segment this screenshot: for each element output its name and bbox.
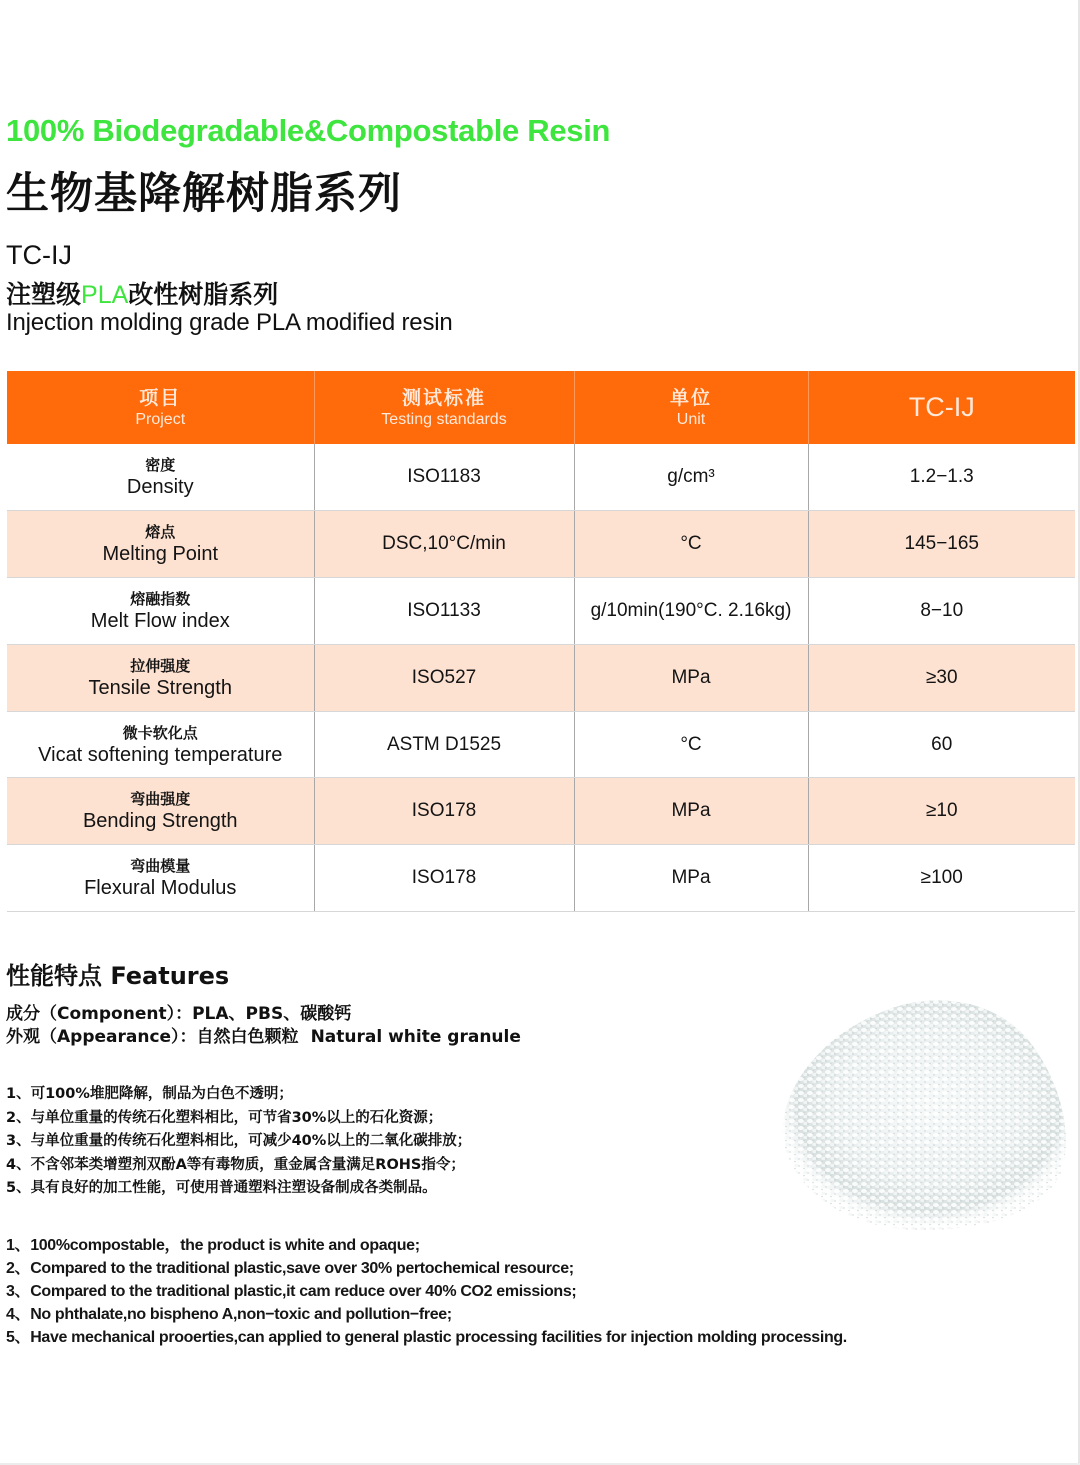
resin-granules-image: [762, 985, 1077, 1235]
table-header-row: [7, 371, 1075, 444]
headline-chinese: 生物基降解树脂系列: [6, 169, 402, 219]
list-item: 1、可100%堆肥降解，制品为白色不透明；: [6, 1086, 293, 1102]
table-row: [7, 644, 1075, 711]
property-cn: 弯曲强度: [130, 790, 191, 809]
property-en: Tensile Strength: [88, 676, 232, 699]
series-cn-prefix: 注塑级: [6, 280, 82, 309]
property-en: Vicat softening temperature: [38, 743, 283, 766]
property-cn: 弯曲模量: [130, 857, 191, 876]
cell-unit: °C: [574, 711, 808, 778]
property-en: Melt Flow index: [90, 609, 230, 632]
column-header-unit: [574, 371, 808, 444]
property-cn: 拉伸强度: [130, 656, 191, 675]
cell-value: ≥10: [808, 778, 1075, 845]
list-item: 5、具有良好的加工性能，可使用普通塑料注塑设备制成各类制品。: [6, 1180, 437, 1196]
property-cn: 微卡软化点: [122, 723, 198, 742]
cell-unit: MPa: [574, 778, 808, 845]
table-row: [7, 845, 1075, 912]
cell-unit: MPa: [574, 644, 808, 711]
column-header-model-label: TC-IJ: [908, 392, 975, 422]
cell-value: 8−10: [808, 578, 1075, 645]
table-row: [7, 444, 1075, 511]
property-en: Bending Strength: [82, 810, 238, 833]
cell-property: [7, 578, 314, 645]
table-row: [7, 578, 1075, 645]
property-cn: 熔点: [145, 523, 176, 542]
column-header-en: Unit: [676, 410, 706, 428]
cell-value: ≥30: [808, 644, 1075, 711]
features-list-chinese: [6, 1083, 471, 1201]
column-header-en: Testing standards: [381, 410, 507, 428]
series-title-chinese: [6, 275, 278, 311]
column-header-project: [7, 371, 314, 444]
table-row: [7, 778, 1075, 845]
cell-standard: ISO1183: [314, 444, 574, 511]
cell-standard: ISO178: [314, 845, 574, 912]
column-header-model: [808, 371, 1075, 444]
series-title-english: Injection molding grade PLA modified resin: [6, 309, 453, 336]
features-heading: 性能特点 Features: [6, 962, 230, 990]
cell-unit: g/cm³: [574, 444, 808, 511]
cell-property: [7, 711, 314, 778]
appearance-line: [6, 1022, 521, 1047]
list-item: 1、100%compostable，the product is white and opaque;: [6, 1237, 420, 1254]
property-en: Flexural Modulus: [84, 877, 237, 900]
cell-property: [7, 845, 314, 912]
cell-property: [7, 644, 314, 711]
property-cn: 熔融指数: [130, 589, 191, 608]
list-item: 4、不含邻苯类增塑剂双酚A等有毒物质，重金属含量满足ROHS指令；: [6, 1156, 465, 1173]
property-en: Melting Point: [102, 543, 219, 566]
list-item: 2、Compared to the traditional plastic,save over 30% pertochemical resource;: [6, 1260, 574, 1277]
table-row: [7, 511, 1075, 578]
cell-value: 145−165: [808, 511, 1075, 578]
property-en: Density: [126, 476, 194, 499]
table-row: [7, 711, 1075, 778]
headline-english: 100% Biodegradable&Compostable Resin: [6, 113, 611, 148]
cell-standard: DSC,10°C/min: [314, 511, 574, 578]
appearance-en: Natural white granule: [310, 1027, 521, 1047]
cell-standard: ISO178: [314, 778, 574, 845]
list-item: 5、Have mechanical prooerties,can applied to general plastic processing facilities for injection molding processing.: [6, 1329, 847, 1346]
cell-property: [7, 778, 314, 845]
cell-property: [7, 511, 314, 578]
column-header-cn: 测试标准: [401, 386, 486, 409]
features-list-english: [6, 1234, 847, 1349]
cell-unit: MPa: [574, 845, 808, 912]
cell-standard: ISO527: [314, 644, 574, 711]
column-header-standards: [314, 371, 574, 444]
property-cn: 密度: [145, 456, 176, 475]
cell-value: 60: [808, 711, 1075, 778]
series-cn-highlight: PLA: [81, 281, 129, 309]
list-item: 4、No phthalate,no bispheno A,non−toxic and pollution−free;: [6, 1306, 452, 1323]
appearance-cn: 外观（Appearance）：自然白色颗粒: [6, 1027, 299, 1047]
list-item: 3、与单位重量的传统石化塑料相比，可减少40%以上的二氧化碳排放；: [6, 1133, 472, 1149]
column-header-cn: 项目: [139, 386, 182, 409]
model-code: TC-IJ: [6, 240, 72, 270]
column-header-cn: 单位: [669, 386, 712, 409]
cell-value: ≥100: [808, 845, 1075, 912]
list-item: 2、与单位重量的传统石化塑料相比，可节省30%以上的石化资源；: [6, 1109, 443, 1126]
cell-unit: g/10min(190°C. 2.16kg): [574, 578, 808, 645]
series-cn-suffix: 改性树脂系列: [128, 280, 279, 309]
list-item: 3、Compared to the traditional plastic,it cam reduce over 40% CO2 emissions;: [6, 1283, 577, 1300]
granules-photo: [762, 985, 1077, 1235]
cell-standard: ASTM D1525: [314, 711, 574, 778]
cell-property: [7, 444, 314, 511]
cell-standard: ISO1133: [314, 578, 574, 645]
column-header-en: Project: [135, 410, 186, 428]
component-line: 成分（Component）：PLA、PBS、碳酸钙: [6, 1004, 352, 1024]
cell-unit: °C: [574, 511, 808, 578]
cell-value: 1.2−1.3: [808, 444, 1075, 511]
spec-table: [7, 371, 1075, 912]
